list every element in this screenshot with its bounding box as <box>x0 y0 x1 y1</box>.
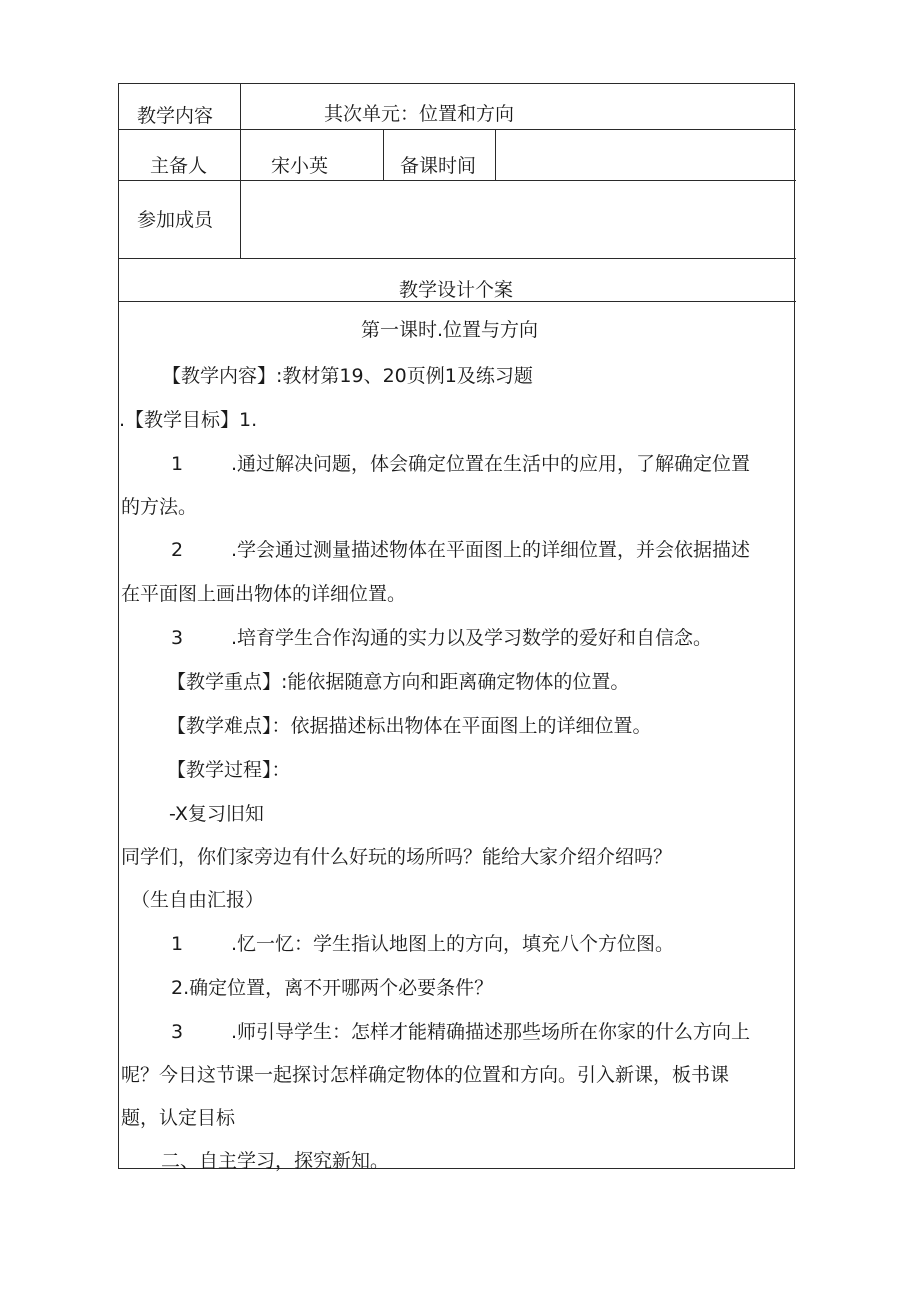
item-text: .师引导学生：怎样才能精确描述那些场所在你家的什么方向上 <box>231 1021 751 1043</box>
item-number: 1 <box>171 933 184 955</box>
objective-text: 的方法。 <box>121 496 198 518</box>
lesson-title: 第一课时.位置与方向 <box>361 319 539 341</box>
lesson-plan-table <box>118 83 795 1172</box>
prep-time-label: 备课时间 <box>400 155 477 177</box>
members-label: 参加成员 <box>137 209 214 231</box>
step-text: 同学们，你们家旁边有什么好玩的场所吗？能给大家介绍介绍吗？ <box>121 846 673 868</box>
row-divider <box>119 129 796 130</box>
column-divider <box>495 129 496 180</box>
preparer-label: 主备人 <box>150 155 208 177</box>
column-divider <box>240 84 241 258</box>
objective-number: 3 <box>171 627 184 649</box>
column-divider <box>383 129 384 180</box>
content-label: 教学内容 <box>137 105 214 127</box>
row-divider <box>119 180 796 181</box>
objective-text: .学会通过测量描述物体在平面图上的详细位置，并会依据描述 <box>231 539 751 561</box>
content-value: 其次单元：位置和方向 <box>324 103 515 125</box>
key-point: 【教学重点】:能依据随意方向和距离确定物体的位置。 <box>167 671 630 693</box>
lesson-content: 【教学内容】:教材第19、20页例1及练习题 <box>162 365 533 387</box>
design-title: 教学设计个案 <box>399 279 514 301</box>
difficulty: 【教学难点】：依据描述标出物体在平面图上的详细位置。 <box>167 715 652 737</box>
row-divider <box>119 258 796 259</box>
item-number: 3 <box>171 1021 184 1043</box>
process-heading: 【教学过程】： <box>167 759 291 781</box>
objective-text: .通过解决问题，体会确定位置在生活中的应用，了解确定位置 <box>231 453 751 475</box>
step-heading: -X复习旧知 <box>169 803 264 825</box>
item-text: .忆一忆：学生指认地图上的方向，填充八个方位图。 <box>231 933 675 955</box>
item-text: 2.确定位置，离不开哪两个必要条件？ <box>171 977 494 999</box>
item-text: 呢？今日这节课一起探讨怎样确定物体的位置和方向。引入新课，板书课 <box>121 1064 730 1086</box>
objective-number: 1 <box>171 453 184 475</box>
objectives-heading: .【教学目标】1. <box>119 409 258 431</box>
item-text: 题，认定目标 <box>121 1107 236 1129</box>
objective-text: 在平面图上画出物体的详细位置。 <box>121 583 407 605</box>
objective-text: .培育学生合作沟通的实力以及学习数学的爱好和自信念。 <box>231 627 713 649</box>
objective-number: 2 <box>171 539 184 561</box>
preparer-value: 宋小英 <box>271 155 329 177</box>
step-text: （生自由汇报） <box>131 889 265 911</box>
step-heading: 二、自主学习，探究新知。 <box>161 1150 390 1172</box>
